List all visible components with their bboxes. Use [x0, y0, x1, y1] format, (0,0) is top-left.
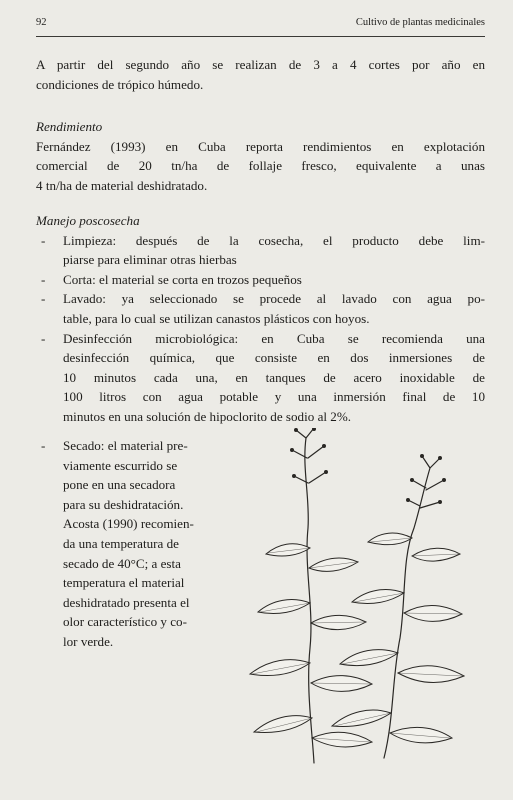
rendimiento-line: 4 tn/ha de material deshidratado.	[36, 177, 208, 193]
section-heading: Manejo poscosecha	[36, 213, 140, 228]
dash: -	[41, 271, 46, 287]
intro-paragraph	[36, 55, 485, 94]
item-line: Limpieza: después de la cosecha, el producto debe lim-	[63, 232, 485, 248]
secado-line: lor verde.	[63, 633, 114, 649]
running-title: Cultivo de plantas medicinales	[355, 17, 485, 28]
secado-line: temperatura el material	[63, 575, 185, 591]
list-item	[36, 329, 485, 427]
manejo-list	[36, 231, 485, 427]
leaf	[250, 660, 310, 676]
rendimiento-line: Fernández (1993) en Cuba reporta rendimientos en explotación	[36, 138, 485, 154]
item-line: table, para lo cual se utilizan canastos plásticos con hoyos.	[63, 310, 370, 326]
rendimiento-section	[36, 117, 485, 195]
secado-item	[41, 436, 253, 652]
secado-line: pone en una secadora	[63, 477, 176, 493]
dash: -	[41, 438, 46, 453]
page-header	[36, 14, 485, 37]
item-line: Desinfección microbiológica: en Cuba se recomienda una	[63, 330, 485, 346]
item-line: piarse para eliminar otras hierbas	[63, 252, 237, 268]
secado-line: Acosta (1990) recomien-	[63, 516, 194, 532]
manejo-section	[36, 211, 485, 427]
leaf	[352, 590, 404, 604]
dash: -	[41, 291, 46, 307]
stem-left	[305, 438, 314, 763]
leaf	[266, 544, 310, 556]
leaf	[332, 710, 391, 726]
list-item	[36, 231, 485, 270]
secado-line: secado de 40°C; a esta	[63, 555, 181, 571]
leaf	[340, 650, 398, 666]
secado-line: Secado: el material pre-	[63, 438, 188, 453]
rendimiento-line: comercial de 20 tn/ha de follaje fresco, equivalente a unas	[36, 158, 485, 174]
secado-line: para su deshidratación.	[63, 496, 184, 512]
list-item	[36, 289, 485, 328]
section-heading: Rendimiento	[36, 119, 103, 134]
secado-line: da una temperatura de	[63, 535, 179, 551]
intro-line: condiciones de trópico húmedo.	[36, 76, 204, 92]
page-number: 92	[36, 17, 47, 28]
leaf	[390, 727, 452, 742]
item-line: Lavado: ya seleccionado se procede al lavado con agua po-	[63, 291, 485, 307]
list-item	[36, 270, 485, 290]
item-line: desinfección química, que consiste en dos inmersiones de	[63, 350, 485, 366]
dash: -	[41, 330, 46, 346]
plant-illustration	[244, 428, 484, 768]
leaf	[412, 548, 460, 561]
secado-line: viamente escurrido se	[63, 457, 178, 473]
item-line: Corta: el material se corta en trozos pequeños	[63, 271, 302, 287]
secado-line: deshidratado presenta el	[63, 594, 190, 610]
item-line: 100 litros con agua potable y una inmersión final de 10	[63, 389, 485, 405]
intro-line: A partir del segundo año se realizan de 3 a 4 cortes por año en	[36, 57, 485, 72]
item-line: 10 minutos cada una, en tanques de acero inoxidable de	[63, 369, 485, 385]
leaf	[398, 666, 464, 683]
dash: -	[41, 232, 46, 248]
secado-line: olor característico y co-	[63, 614, 187, 630]
item-line: minutos en una solución de hipoclorito de sodio al 2%.	[63, 408, 352, 424]
leaf	[254, 716, 312, 733]
leaf	[312, 732, 372, 747]
leaf	[258, 600, 310, 614]
